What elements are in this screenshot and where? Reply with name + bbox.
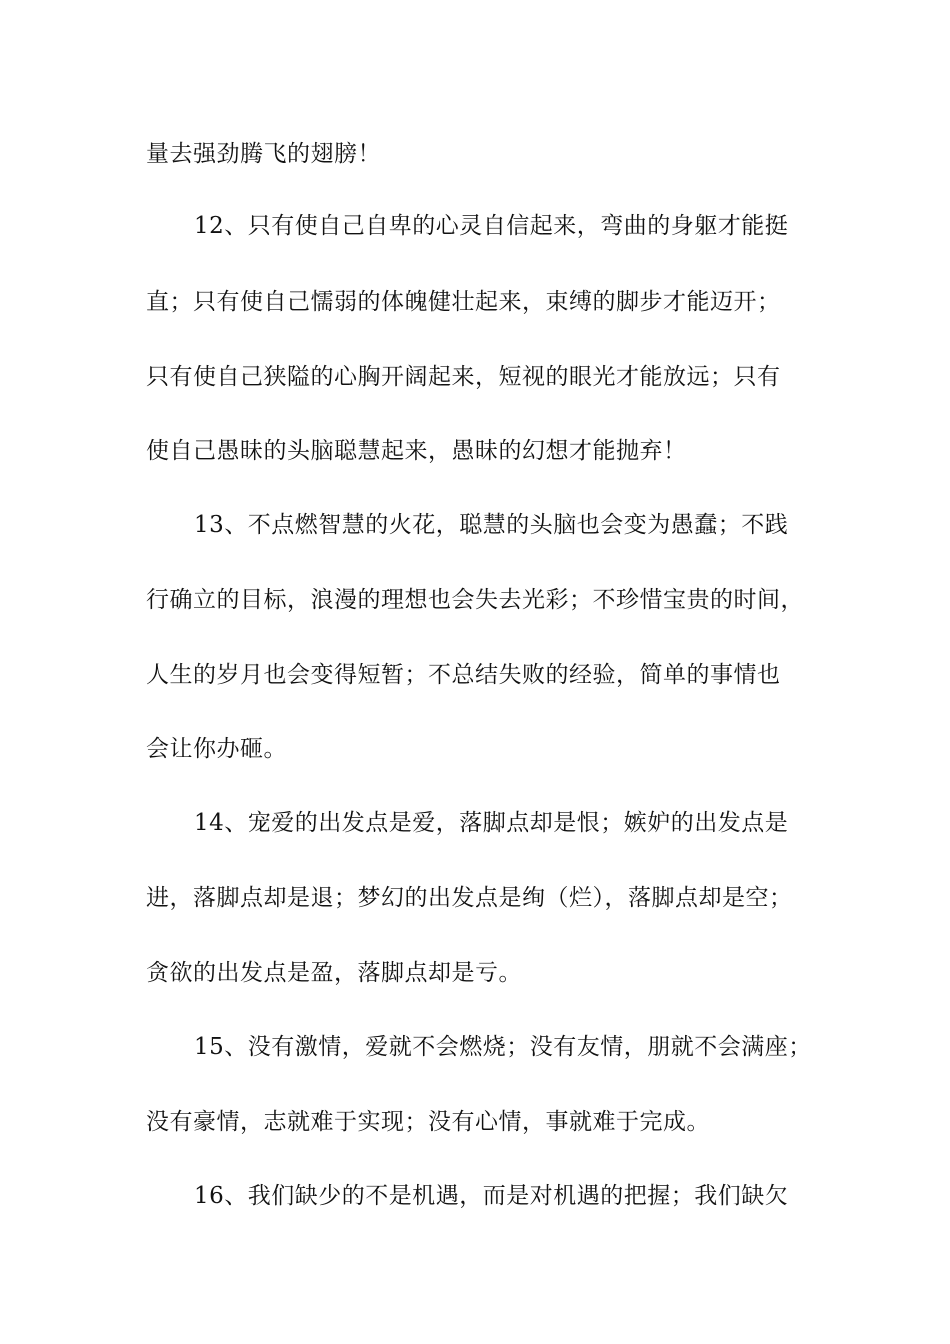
paragraph-12-line-1: 12、只有使自己自卑的心灵自信起来，弯曲的身躯才能挺 [194,213,789,239]
paragraph-12-line-2: 直；只有使自己懦弱的体魄健壮起来，束缚的脚步才能迈开； [146,289,781,315]
paragraph-13-line-4: 会让你办砸。 [146,736,287,762]
paragraph-16-line-1: 16、我们缺少的不是机遇，而是对机遇的把握；我们缺欠 [194,1183,789,1209]
paragraph-13-line-1: 13、不点燃智慧的火花，聪慧的头脑也会变为愚蠢；不践 [194,512,789,538]
paragraph-15-line-2: 没有豪情，志就难于实现；没有心情，事就难于完成。 [146,1109,710,1135]
paragraph-13-line-2: 行确立的目标，浪漫的理想也会失去光彩；不珍惜宝贵的时间， [146,587,804,613]
paragraph-14-line-3: 贪欲的出发点是盈，落脚点却是亏。 [146,960,522,986]
paragraph-14-line-2: 进，落脚点却是退；梦幻的出发点是绚（烂），落脚点却是空； [146,885,793,911]
paragraph-12-line-3: 只有使自己狭隘的心胸开阔起来，短视的眼光才能放远；只有 [146,364,781,390]
text-line-continuation-11: 量去强劲腾飞的翅膀！ [146,141,381,167]
paragraph-12-line-4: 使自己愚昧的头脑聪慧起来，愚昧的幻想才能抛弃！ [146,438,687,464]
paragraph-15-line-1: 15、没有激情，爱就不会燃烧；没有友情，朋就不会满座； [194,1034,812,1060]
paragraph-14-line-1: 14、宠爱的出发点是爱，落脚点却是恨；嫉妒的出发点是 [194,810,789,836]
paragraph-13-line-3: 人生的岁月也会变得短暂；不总结失败的经验，简单的事情也 [146,662,781,688]
